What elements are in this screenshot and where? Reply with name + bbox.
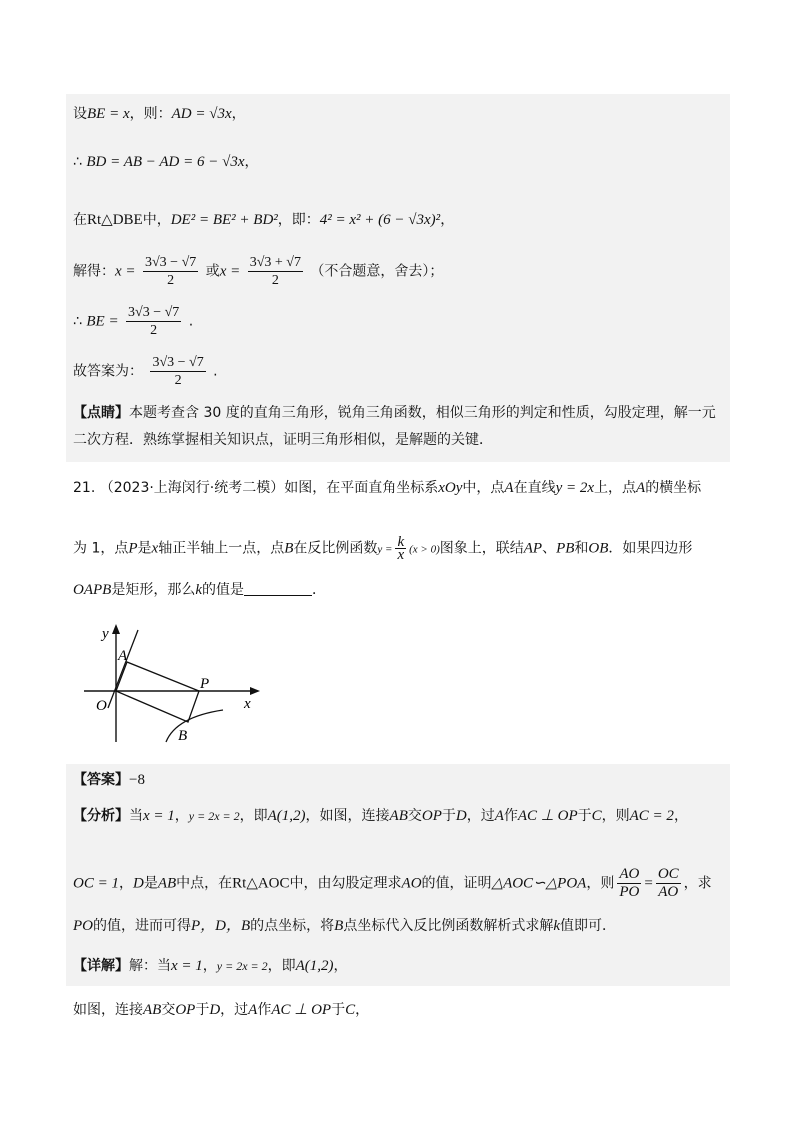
point-a-label: A [118, 648, 128, 664]
line-y-2x [108, 630, 138, 708]
solution-line-4: 解得：x = $\frac{3√3 - √7}{2}$ 或x = $\frac{3√3 + √7}{2}$ （不合题意，舍去）； [73, 255, 444, 288]
point-b-label: B [178, 728, 188, 744]
solution-line-6: 故答案为： $\frac{3√3 - √7}{2}$ . [73, 355, 218, 388]
x-axis-arrow [250, 687, 260, 695]
analysis-line-3: PO的值，进而可得P，D，B的点坐标，将B点坐标代入反比例函数解析式求解k值即可． [73, 918, 617, 934]
analysis-line-2: OC = 1，D是AB中点，在Rt△AOC中，由勾股定理求AO的值，证明△AOC∽△POA，则 $\frac{AO}{PO}$ = $\frac{OC}{AO}$ ，求 [73, 866, 712, 900]
y-axis-arrow [112, 624, 120, 634]
dianjing-paragraph: 【点睛】本题考查含 30 度的直角三角形，锐角三角函数，相似三角形的判定和性质，勾股定理，解一元二次方程．熟练掌握相关知识点，证明三角形相似，是解题的关键． [73, 405, 716, 448]
detail-tag: 【详解】 [73, 958, 129, 974]
geometry-figure [78, 622, 268, 752]
solution-line-2: ∴ BD = AB − AD = 6 − √3x， [73, 154, 259, 170]
answer-blank [244, 581, 312, 596]
origin-label: O [96, 698, 107, 714]
question-line-3: OAPB是矩形，那么k的值是 ． [73, 582, 326, 598]
x-axis-label: x [244, 696, 251, 712]
hyperbola-curve [166, 710, 223, 742]
question-line-2: 为 1，点P是x轴正半轴上一点，点B在反比例函数y = $\frac{k}{x}$ (x > 0)图象上，联结AP、PB和OB．如果四边形 [73, 534, 693, 563]
detail-line-2: 如图，连接AB交OP于D，过A作AC ⊥ OP于C， [73, 1002, 370, 1018]
y-axis-label: y [102, 626, 109, 642]
solution-line-1: 设BE = x，则：AD = √3x， [73, 106, 246, 122]
dianjing-tag: 【点睛】 [73, 405, 129, 421]
answer-tag: 【答案】 [73, 772, 129, 788]
solution-line-3: 在Rt△DBE中，DE² = BE² + BD²，即：4² = x² + (6 − √3x)²， [73, 212, 455, 228]
question-line-1: 21. （2023·上海闵行·统考二模）如图，在平面直角坐标系xOy中，点A在直线y = 2x上，点A的横坐标 [73, 480, 702, 496]
rectangle-oapb [116, 662, 199, 722]
answer-value: −8 [129, 772, 145, 788]
solution-line-5: ∴ BE = $\frac{3√3 - √7}{2}$ . [73, 305, 194, 338]
analysis-line-1: 【分析】当x = 1，y = 2x = 2，即A(1,2)，如图，连接AB交OP于D，过A作AC ⊥ OP于C，则AC = 2， [73, 808, 688, 824]
point-p-label: P [200, 676, 210, 692]
analysis-tag: 【分析】 [73, 808, 129, 824]
answer-line [73, 770, 145, 790]
detail-line-1: 【详解】解：当x = 1，y = 2x = 2，即A(1,2)， [73, 958, 348, 974]
